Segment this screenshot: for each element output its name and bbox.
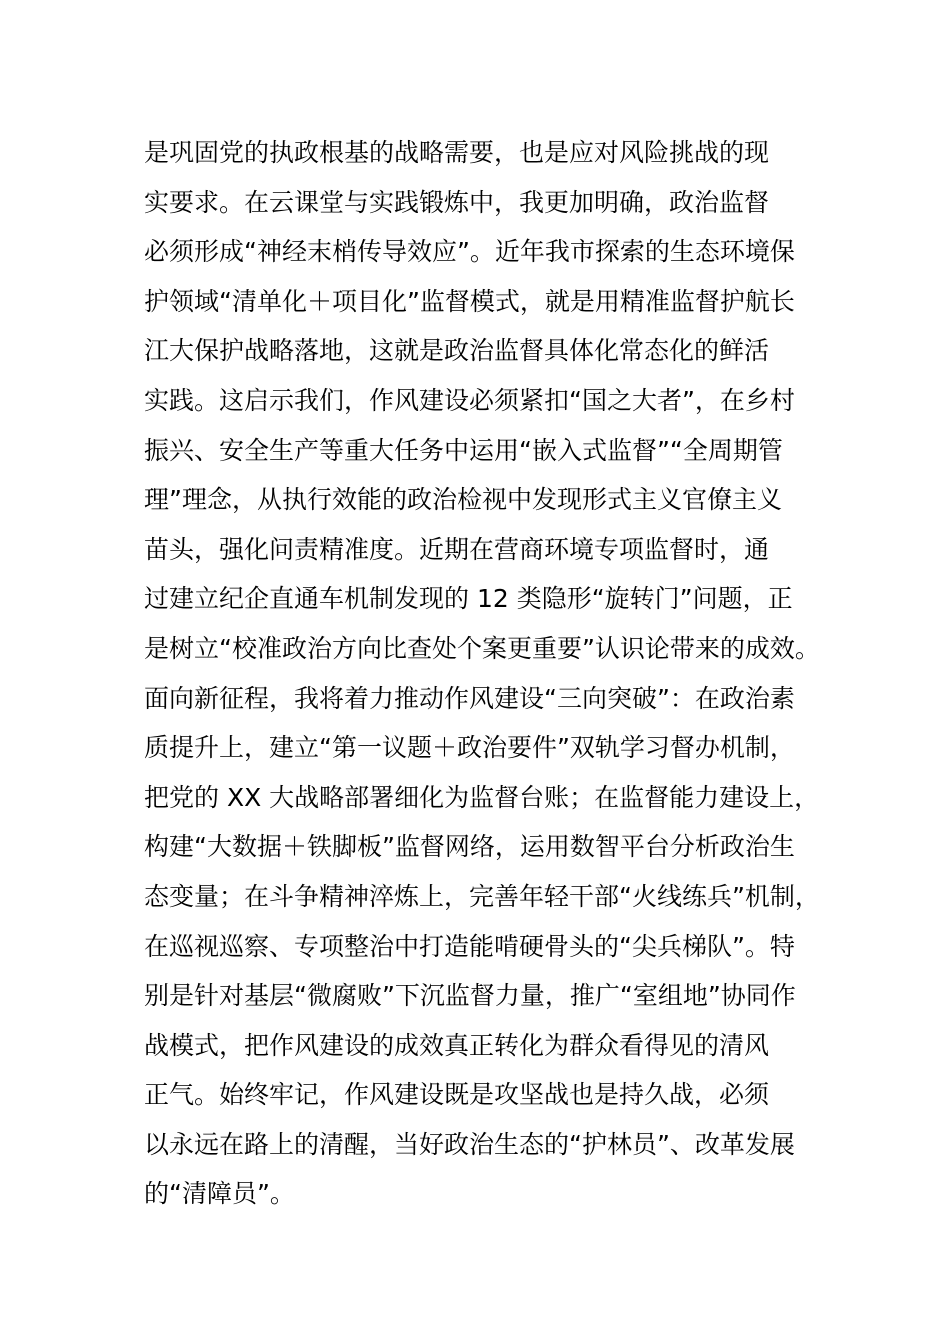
text-line-16: 态变量；在斗争精神淬炼上，完善年轻干部“火线练兵”机制， <box>144 881 820 911</box>
text-line-18: 别是针对基层“微腐败”下沉监督力量，推广“室组地”协同作 <box>144 981 796 1011</box>
text-line-21: 以永远在路上的清醒，当好政治生态的“护林员”、改革发展 <box>144 1129 795 1159</box>
text-line-19: 战模式，把作风建设的成效真正转化为群众看得见的清风 <box>144 1030 770 1060</box>
text-line-17: 在巡视巡察、专项整治中打造能啃硬骨头的“尖兵梯队”。特 <box>144 931 795 961</box>
text-line-15: 构建“大数据＋铁脚板”监督网络，运用数智平台分析政治生 <box>144 832 795 862</box>
text-line-20: 正气。始终牢记，作风建设既是攻坚战也是持久战，必须 <box>144 1080 770 1110</box>
text-line-12: 面向新征程，我将着力推动作风建设“三向突破”：在政治素 <box>144 683 795 713</box>
body-paragraph <box>144 128 844 1219</box>
text-line-2: 实要求。在云课堂与实践锻炼中，我更加明确，政治监督 <box>144 187 770 217</box>
text-line-22: 的“清障员”。 <box>144 1179 295 1209</box>
text-line-9: 苗头，强化问责精准度。近期在营商环境专项监督时，通 <box>144 534 770 564</box>
text-line-1: 是巩固党的执政根基的战略需要，也是应对风险挑战的现 <box>144 138 770 167</box>
text-line-11: 是树立“校准政治方向比查处个案更重要”认识论带来的成效。 <box>144 633 820 663</box>
text-line-5: 江大保护战略落地，这就是政治监督具体化常态化的鲜活 <box>144 336 770 366</box>
text-line-13: 质提升上，建立“第一议题＋政治要件”双轨学习督办机制， <box>144 733 795 763</box>
text-line-7: 振兴、安全生产等重大任务中运用“嵌入式监督”“全周期管 <box>144 435 783 465</box>
text-line-8: 理”理念，从执行效能的政治检视中发现形式主义官僚主义 <box>144 485 782 515</box>
text-line-14: 把党的 XX 大战略部署细化为监督台账；在监督能力建设上， <box>144 782 820 812</box>
text-line-4: 护领域“清单化＋项目化”监督模式，就是用精准监督护航长 <box>144 286 795 316</box>
text-line-3: 必须形成“神经末梢传导效应”。近年我市探索的生态环境保 <box>144 237 795 267</box>
text-line-10: 过建立纪企直通车机制发现的 12 类隐形“旋转门”问题，正 <box>144 584 793 614</box>
text-line-6: 实践。这启示我们，作风建设必须紧扣“国之大者”，在乡村 <box>144 385 795 415</box>
